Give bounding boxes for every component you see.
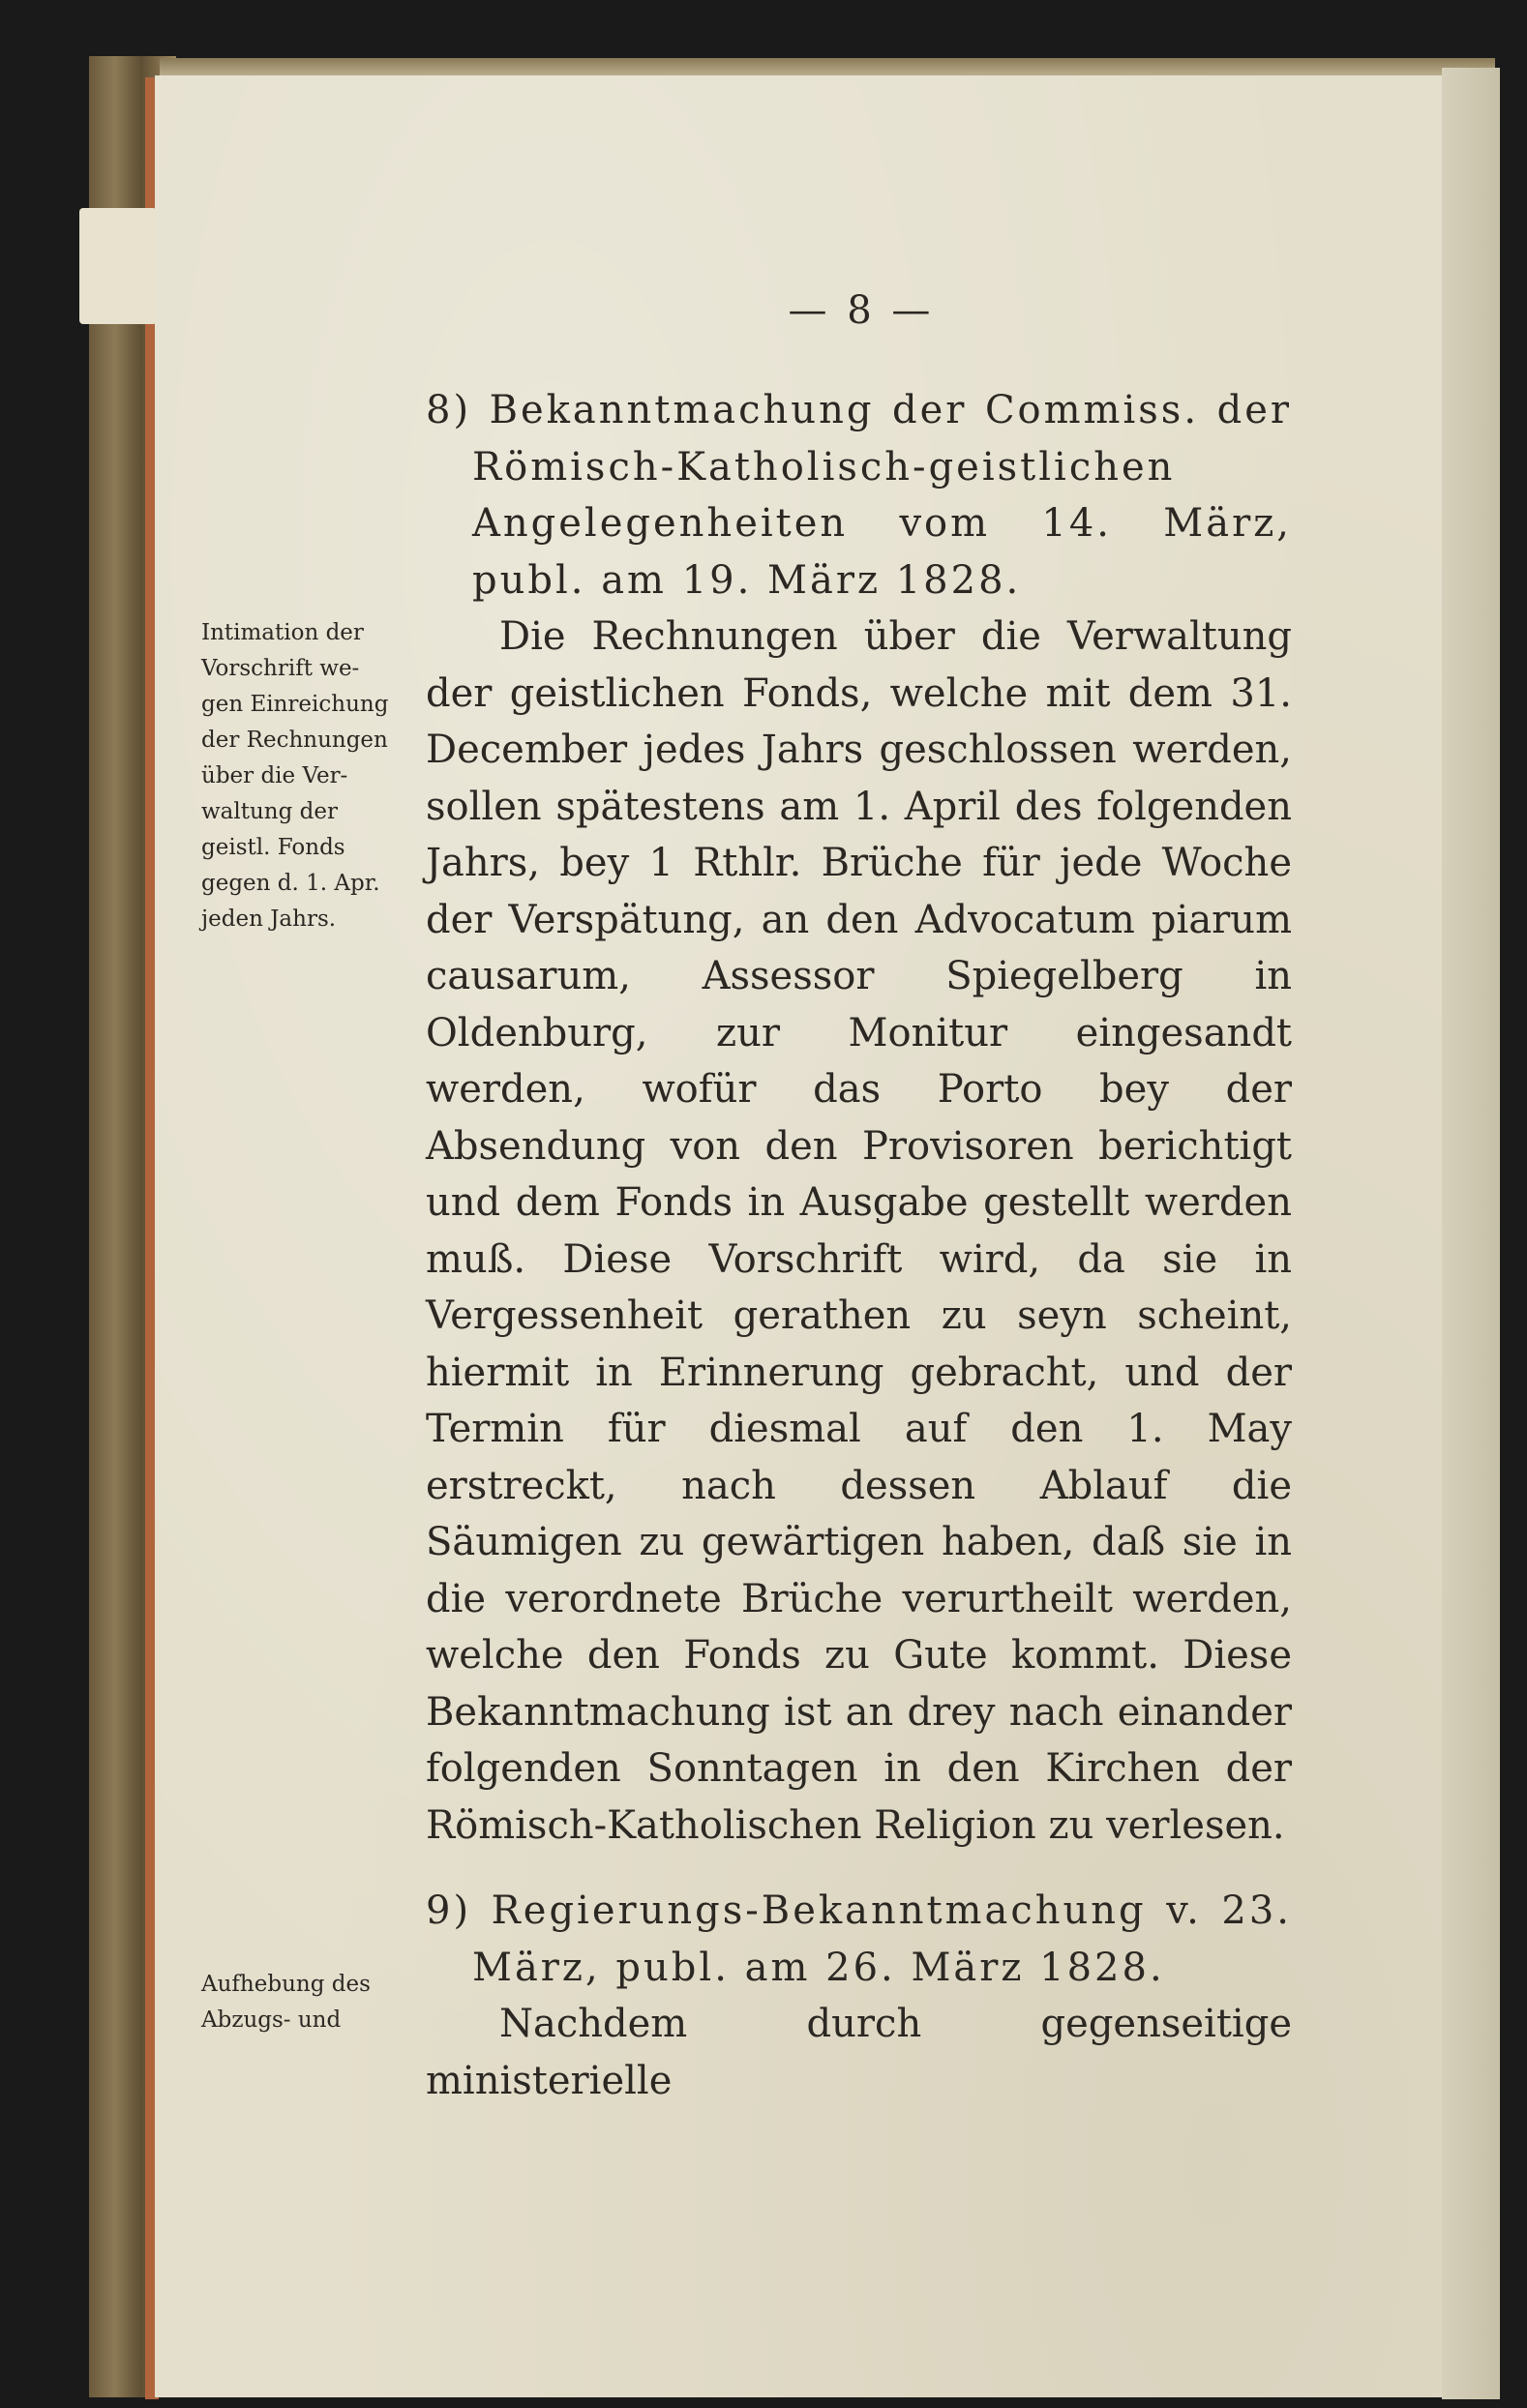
side-note-line: geistl. Fonds bbox=[201, 835, 345, 860]
section-body: Nachdem durch gegenseitige ministerielle bbox=[426, 2002, 1292, 2103]
section-heading: 8) Bekanntmachung der Commiss. der Römisch-Katholisch-geistlichen Angelegenheiten vom 14. März, publ. am 19. März 1828. bbox=[426, 388, 1292, 603]
side-note-line: der Rechnungen bbox=[201, 728, 388, 753]
section-body: Die Rechnungen über die Verwaltung der geistlichen Fonds, welche mit dem 31. December jedes Jahrs geschlossen werden, sollen spätestens am 1. April des folgenden Jahrs, bey 1 Rthlr. Brüche für jede Woche der Verspätung, an den Advocatum piarum causarum, Assessor Spiegelberg in Oldenburg, zur Monitur eingesandt werden, wofür das Porto bey der Absendung von den Provisoren berichtigt und dem Fonds in Ausgabe gestellt werden muß. Diese Vorschrift wird, da sie in Vergessenheit gerathen zu seyn scheint, hiermit in Erinnerung gebracht, und der Termin für diesmal auf den 1. May erstreckt, nach dessen Ablauf die Säumigen zu gewärtigen haben, daß sie in die verordnete Brüche verurtheilt werden, welche den Fonds zu Gute kommt. Diese Bekanntmachung ist an drey nach einander folgenden Sonntagen in den Kirchen der Römisch-Katholischen Religion zu verlesen. bbox=[426, 614, 1292, 1848]
side-note-line: gen Einreichung bbox=[201, 692, 389, 717]
side-note-line: Vorschrift we- bbox=[201, 656, 360, 681]
page-number: — 8 — bbox=[788, 288, 935, 333]
side-note-line: Abzugs- und bbox=[201, 2007, 342, 2033]
side-note-line: jeden Jahrs. bbox=[201, 907, 337, 932]
side-note-line: Aufhebung des bbox=[201, 1972, 371, 1997]
side-note-line: gegen d. 1. Apr. bbox=[201, 871, 380, 896]
main-text bbox=[426, 382, 1292, 2109]
side-note-1 bbox=[201, 615, 419, 937]
side-note-line: über die Ver- bbox=[201, 763, 348, 788]
section-heading: 9) Regierungs-Bekanntmachung v. 23. März, publ. am 26. März 1828. bbox=[426, 1888, 1292, 1990]
page-gutter bbox=[1442, 68, 1500, 2399]
side-note-2 bbox=[201, 1967, 419, 2038]
side-note-line: Intimation der bbox=[201, 620, 364, 645]
paper-tab bbox=[79, 208, 157, 324]
side-note-line: waltung der bbox=[201, 799, 338, 824]
